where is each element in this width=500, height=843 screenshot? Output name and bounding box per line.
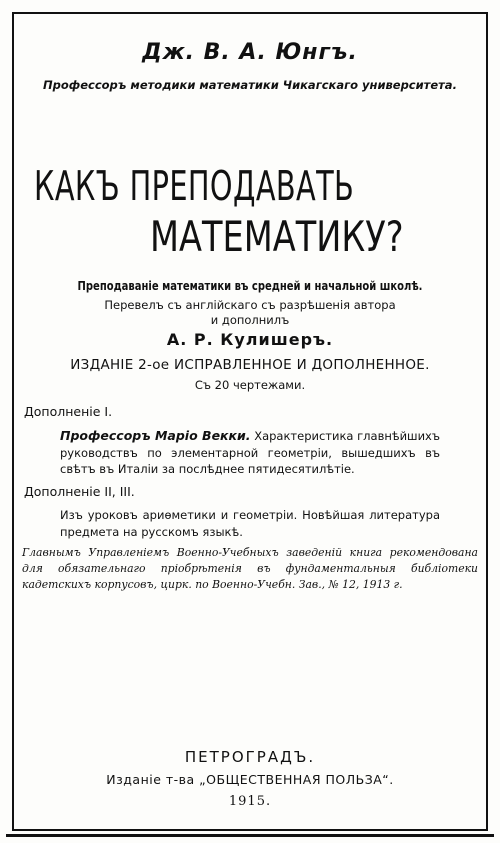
author-position: Профессоръ методики математики Чикагскаго университета. [43,78,457,92]
translation-note-line-1: Перевелъ съ англiйскаго съ разрѣшенiя автора [104,298,396,312]
title-line-2: МАТЕМАТИКУ? [150,212,404,261]
supplement-1-text [60,428,440,478]
translator-name: А. Р. Кулишеръ. [166,330,334,349]
page-bottom-edge [6,834,494,837]
page-border [12,12,488,831]
city: ПЕТРОГРАДЪ. [184,748,316,766]
supplement-2-heading: Дополненiе II, III. [24,484,135,499]
subtitle: Преподаванiе математики въ средней и начальной школѣ. [77,278,423,293]
recommendation-note: Главнымъ Управленiемъ Военно-Учебныхъ заведенiй книга рекомендована для обязательнаго прiобрѣтенiя въ фундаментальныя библiотеки кадетскихъ корпусовъ, цирк. по Военно-Учебн. Зав., № 12, 1913 г. [22,546,478,591]
supplement-1-author: Профессоръ Марiо Векки. [60,428,251,443]
supplement-2-text: Изъ уроковъ ариѳметики и геометрiи. Новѣйшая литература предмета на русскомъ языкѣ. [60,508,440,539]
title-line-1: КАКЪ ПРЕПОДАВАТЬ [34,162,355,210]
supplement-1-description: Характеристика главнѣйшихъ руководствъ по элементарной геометрiи, вышедшихъ въ свѣтъ въ Италiи за послѣднее пятидесятилѣтiе. [60,429,440,476]
supplement-1-heading: Дополненiе I. [24,404,113,419]
edition-note: ИЗДАНIЕ 2-ое ИСПРАВЛЕННОЕ И ДОПОЛНЕННОЕ. [70,357,430,373]
drawings-note: Съ 20 чертежами. [194,378,306,392]
year: 1915. [228,794,272,809]
publisher: Изданiе т-ва „ОБЩЕСТВЕННАЯ ПОЛЬЗА“. [106,772,394,787]
translation-note-line-2: и дополнилъ [210,313,290,327]
author-name: Дж. В. А. Юнгъ. [142,40,358,65]
